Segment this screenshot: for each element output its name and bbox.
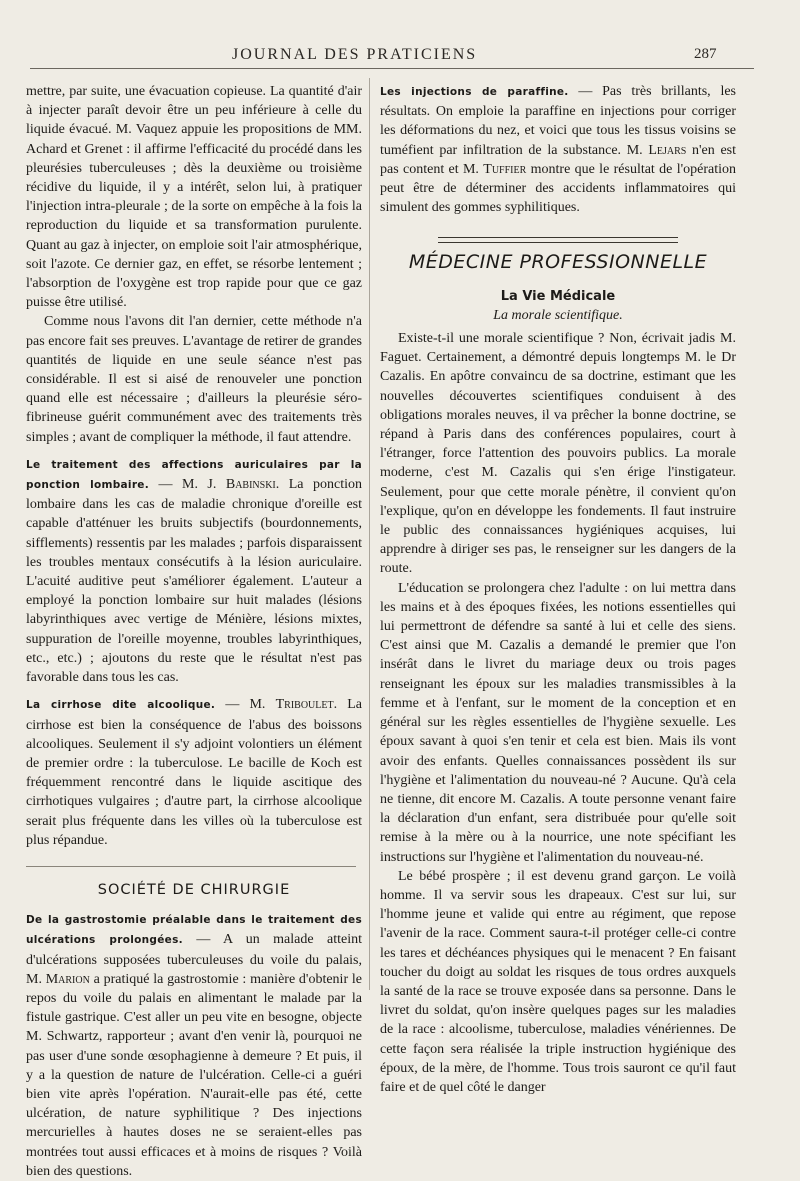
section-rule — [26, 866, 356, 867]
right-column — [380, 82, 736, 1097]
article-text: a pratiqué la gastrostomie : manière d'obtenir le repos du voile du palais en alimentant le malade par la fistule gastrique. C'est aller un peu vite en besogne, objecte M. Schwartz, rapporteur ; avant d'en venir là, pourquoi ne pas user d'une sonde œsophagienne à demeure ? Et puis, il y a la question de nature de l'ulcération. Celle-ci a guéri bien vite après l'opération. N'aurait-elle pas été, cette ulcération, de nature syphilitique ? Des injections mercurielles à hautes doses ne se seraient-elles pas montrées tout aussi efficaces et à moins de risques ? Voilà bien des questions. — [26, 971, 362, 1179]
running-title: JOURNAL DES PRATICIENS — [232, 46, 478, 63]
page-header — [0, 40, 800, 70]
paragraph: L'éducation se prolongera chez l'adulte : on lui mettra dans les mains et à des époques fixées, les notions essentielles qui lui permettront de défendre sa santé à lui et celle des siens. C'est ainsi que M. Cazalis a demandé le premier que l'on insérât dans le livret du mariage deux ou trois pages renseignant les époux sur les maladies transmissibles à la femme et à l'enfant, sur le moment de la conception et en général sur les règles essentielles de l'hygiène sexuelle. Les époux savant à quoi s'en tenir et cela est bien. Mais ils vont avoir des enfants. Quelles connaissances possèdent ils sur l'hygiène et l'alimentation du nouveau-né ? Aucune. Qu'à cela ne tienne, dit encore M. Cazalis. A toute personne venant faire la déclaration d'un enfant, sera distribuée pour qu'elle soit remise à la mère ou à la nourrice, une note spécifiant les instructions sur l'hygiène et l'alimentation du nouveau-né. — [380, 580, 736, 865]
article-marion — [26, 910, 362, 1181]
paragraph: mettre, par suite, une évacuation copieuse. La quantité d'air à injecter paraît devoir être un peu inférieure à celle du liquide évacué. M. Vaquez appuie les propositions de MM. Achard et Grenet : il affirme l'efficacité du procédé dans les pleurésies tuberculeuses ; dès la deuxième ou troisième récidive du liquide, il y a intérêt, selon lui, à pratiquer l'injection intra-pleurale ; de la sorte on empêche à la fois la reproduction du liquide et sa transformation purulente. Quant au gaz à injecter, on emploie soit l'air atmosphérique, soit l'azote. Ce dernier gaz, en effet, se résorbe lentement ; l'absorption de l'oxygène est trop rapide pour que ce gaz puisse être utilisé. — [26, 84, 362, 311]
author-name: Marion — [45, 971, 90, 987]
section-double-rule — [438, 237, 678, 243]
section-title: SOCIÉTÉ DE CHIRURGIE — [97, 881, 291, 898]
author-name: Tuffier — [483, 161, 527, 177]
paragraph: Comme nous l'avons dit l'an dernier, cette méthode n'a pas encore fait ses preuves. L'avantage de retirer de grandes quantités de liquide en une seule séance n'est pas considérable. Il est si aisé de renouveler une ponction quand elle est nécessaire ; d'ailleurs la pleurésie séro-fibrineuse guérit communément avec des traitements très simples ; avant de compliquer la méthode, il faut attendre. — [26, 314, 362, 445]
article-heading: Les injections de paraffine. — [380, 86, 569, 98]
article-babinski — [26, 455, 362, 687]
article-heading: De la gastrostomie préalable dans le traitement des ulcérations prolongées. — [26, 914, 362, 947]
article-triboulet — [26, 695, 362, 850]
dash-text: — A un malade atteint d'ulcérations supposées tuberculeuses du voile du palais, M. — [26, 932, 362, 987]
author-name: Lejars — [648, 142, 687, 158]
article-text: . La ponction lombaire dans les cas de maladie chronique d'oreille est capable d'atténuer les bruits subjectifs (bourdonnements, sifflements) ressentis par les malades ; parfois disparaissent les troubles mentaux consécutifs à la lésion auriculaire. L'acuité auditive peut s'améliorer également. L'auteur a employé la ponction lombaire sur huit malades (lésions labyrinthiques avec vertige de Ménière, lésions mixtes, suppuration de l'oreille moyenne, troubles labyrinthiques, etc., etc.) ; ajoutons du reste que le résultat n'est pas favorable dans tous les cas. — [26, 477, 362, 686]
header-rule — [30, 68, 754, 69]
left-column — [26, 82, 362, 1181]
spacer — [26, 447, 362, 455]
author-name: Babinski — [225, 477, 276, 493]
column-divider — [369, 78, 370, 990]
article-text: n'en est pas content et M. — [380, 142, 737, 177]
subsection-title: La Vie Médicale — [500, 288, 616, 304]
article-text: — Pas très brillants, les résultats. On emploie la paraffine en injections pour corriger les déformations du nez, et voici que tous les tissus voisins se tuméfient par infiltration de la substance. M. — [380, 84, 736, 158]
article-text: montre que le résultat de l'opération peut être de déterminer des accidents inflammatoires qui simulent des gommes syphilitiques. — [380, 161, 736, 216]
page-number: 287 — [694, 46, 717, 62]
subsection-subtitle: La morale scientifique. — [493, 307, 623, 323]
article-text: . La cirrhose est bien la conséquence de l'abus des boissons alcooliques. Seulement il s'y adjoint volontiers un élément de premier ordre : la tuberculose. Le bacille de Koch est fréquemment rencontré dans le liquide ascitique des cirrhotiques vulgaires ; d'autre part, la cirrhose alcoolique serait plus fréquente dans les villes où la tuberculose est plus répandue. — [26, 697, 363, 848]
article-paraffine — [380, 82, 736, 217]
author-name: Triboulet — [275, 697, 334, 713]
paragraph: Existe-t-il une morale scientifique ? Non, écrivait jadis M. Faguet. Certainement, a démontré depuis longtemps M. le Dr Cazalis. En apôtre convaincu de sa doctrine, estimant que les nouvelles découvertes scientifiques conduisent à des obligations morales neuves, il va prêcher la bonne doctrine, se répand à Paris dans des conférences populaires, court à l'étranger, force l'attention des pouvoirs publics. La morale moderne, c'est M. Cazalis qui s'en érige l'instigateur. Seulement, pour que cette morale pénètre, il convient qu'on l'explique, qu'on en développe les fondements. Il faut instruire le public des connaissances hygiéniques acquises, lui apprendre à diriger ses pas, le renseigner sur les dangers de la route. — [380, 331, 736, 577]
article-heading: La cirrhose dite alcoolique. — [26, 699, 216, 712]
spacer — [26, 687, 362, 695]
article-heading: Le traitement des affections auriculaires par la ponction lombaire. — [26, 458, 362, 492]
dash-text: — M. J. — [149, 477, 226, 493]
section-title: MÉDECINE PROFESSIONNELLE — [408, 251, 708, 274]
dash-text: — M. — [215, 697, 276, 713]
paragraph: Le bébé prospère ; il est devenu grand garçon. Le voilà homme. Il va servir sous les drapeaux. C'est sur lui, sur l'homme jeune et valide qui entre au régiment, que repose l'avenir de la race. Comment saura-t-il protéger celle-ci contre les tares et déchéances physiques qui le menacent ? En faisant toucher du doigt au soldat les risques de tous ordres auxquels la santé de la race se trouve exposée dans sa personne. Dans le livret du soldat, qu'on insère quelques pages sur les maladies de la race : alcoolisme, tuberculose, maladies vénériennes. De cette façon sera réalisée la triple instruction hygiénique des époux, de la mère, de l'homme. Tous trois sauront ce qu'il faut faire et de quel côté le danger — [380, 868, 736, 1095]
